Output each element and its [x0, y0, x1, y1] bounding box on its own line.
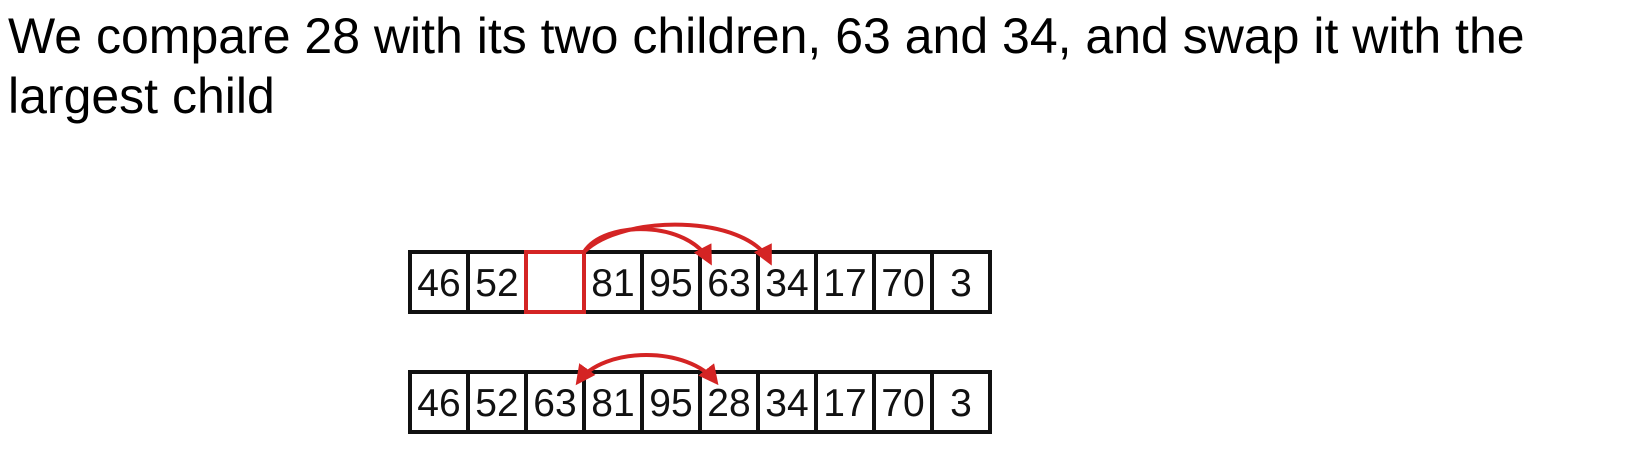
array-cell	[584, 372, 642, 432]
highlight-box	[526, 252, 584, 312]
array-cell-value: 34	[765, 262, 809, 305]
array-cell-value: 95	[649, 382, 693, 425]
array-cell-value: 81	[591, 382, 635, 425]
array-row-after	[410, 372, 990, 432]
array-cell	[816, 252, 874, 312]
array-cell	[642, 252, 700, 312]
array-cell-value: 70	[881, 262, 925, 305]
array-cell-value: 17	[823, 382, 867, 425]
array-cell-value: 63	[707, 262, 751, 305]
array-cell	[758, 372, 816, 432]
array-cell-value: 34	[765, 382, 809, 425]
array-row-before	[410, 252, 990, 312]
array-cell	[410, 372, 468, 432]
array-cell	[526, 372, 584, 432]
array-cell	[932, 372, 990, 432]
array-cell-value: 3	[950, 382, 972, 425]
array-cell	[932, 252, 990, 312]
array-cell	[468, 252, 526, 312]
array-cell	[700, 372, 758, 432]
caption: We compare 28 with its two children, 63 and 34, and swap it with the largest child	[8, 8, 1525, 124]
array-cell	[758, 252, 816, 312]
array-cell	[816, 372, 874, 432]
array-cell	[874, 252, 932, 312]
array-cell-value: 52	[475, 262, 519, 305]
array-cell-value: 28	[707, 382, 751, 425]
array-cell	[874, 372, 932, 432]
array-cell-value: 52	[475, 382, 519, 425]
array-cell	[468, 372, 526, 432]
array-cell-value: 46	[417, 262, 461, 305]
array-cell-value: 81	[591, 262, 635, 305]
array-cell-value: 70	[881, 382, 925, 425]
array-cell-value: 3	[950, 262, 972, 305]
array-cell-value: 63	[533, 382, 577, 425]
array-cell-value: 46	[417, 382, 461, 425]
array-cell	[642, 372, 700, 432]
array-cell-value: 17	[823, 262, 867, 305]
array-cell	[410, 252, 468, 312]
array-cell-value: 95	[649, 262, 693, 305]
array-cell	[584, 252, 642, 312]
